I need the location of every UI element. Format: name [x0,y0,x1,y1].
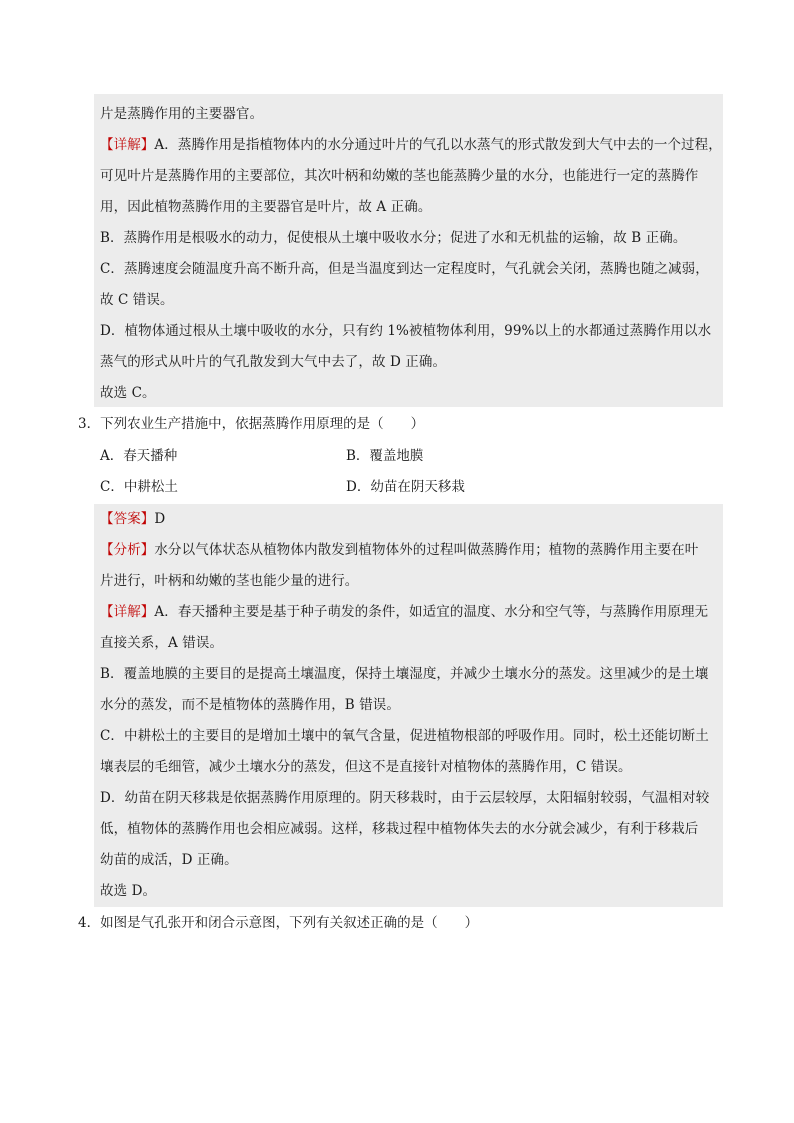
detail-tag: 【详解】 [100,137,155,153]
text-span: A．蒸腾作用是指植物体内的水分通过叶片的气孔以水蒸气的形式散发到大气中去的一个过程， [154,137,722,153]
analysis-tag: 【分析】 [100,542,155,558]
option-b: B．覆盖地膜 [346,448,424,464]
detail-tag: 【详解】 [100,604,155,620]
text-line [100,135,722,155]
text-line: 片进行，叶柄和幼嫩的茎也能少量的进行。 [100,573,359,589]
text-line: B．蒸腾作用是根吸水的动力，促使根从土壤中吸收水分；促进了水和无机盐的运输，故 B 正确。 [100,230,687,246]
text-line: 低，植物体的蒸腾作用也会相应减弱。这样，移栽过程中植物体失去的水分就会减少，有利于移栽后 [100,821,699,837]
text-line: 故选 D。 [100,883,157,899]
question-3-stem: 3．下列农业生产措施中，依据蒸腾作用原理的是（ ） [78,416,425,432]
text-line: D．植物体通过根从土壤中吸收的水分，只有约 1%被植物体利用，99%以上的水都通过蒸腾作用以水 [100,323,712,339]
text-line: 直接关系，A 错误。 [100,635,224,651]
text-span: 水分以气体状态从植物体内散发到植物体外的过程叫做蒸腾作用；植物的蒸腾作用主要在叶 [154,542,699,558]
text-line: 可见叶片是蒸腾作用的主要部位，其次叶柄和幼嫩的茎也能蒸腾少量的水分，也能进行一定的蒸腾作 [100,168,699,184]
text-line: B．覆盖地膜的主要目的是提高土壤温度，保持土壤湿度，并减少土壤水分的蒸发。这里减少的是土壤 [100,666,709,682]
text-line: 片是蒸腾作用的主要器官。 [100,106,264,122]
text-line [100,540,698,560]
text-line: 壤表层的毛细管，减少土壤水分的蒸发，但这不是直接针对植物体的蒸腾作用，C 错误。 [100,759,632,775]
text-line: 幼苗的成活，D 正确。 [100,852,238,868]
text-span: A．春天播种主要是基于种子萌发的条件，如适宜的温度、水分和空气等，与蒸腾作用原理无 [154,604,709,620]
question-4-stem: 4．如图是气孔张开和闭合示意图，下列有关叙述正确的是（ ） [78,915,479,931]
text-line: 故选 C。 [100,385,156,401]
answer-value: D [154,511,166,527]
option-c: C．中耕松土 [100,479,178,495]
option-a: A．春天播种 [100,448,178,464]
answer-line [100,509,165,529]
text-line: 用，因此植物蒸腾作用的主要器官是叶片，故 A 正确。 [100,199,432,215]
text-line: 水分的蒸发，而不是植物体的蒸腾作用，B 错误。 [100,697,401,713]
answer-tag: 【答案】 [100,511,155,527]
text-line: D．幼苗在阴天移栽是依据蒸腾作用原理的。阴天移栽时，由于云层较厚，太阳辐射较弱，气温相对较 [100,790,710,806]
option-d: D．幼苗在阴天移栽 [346,479,465,495]
text-line [100,602,708,622]
text-line: C．蒸腾速度会随温度升高不断升高，但是当温度到达一定程度时，气孔就会关闭，蒸腾也随之减弱， [100,261,709,277]
text-line: 蒸气的形式从叶片的气孔散发到大气中去了，故 D 正确。 [100,354,447,370]
text-line: 故 C 错误。 [100,292,174,308]
text-line: C．中耕松土的主要目的是增加土壤中的氧气含量，促进植物根部的呼吸作用。同时，松土还能切断土 [100,728,709,744]
